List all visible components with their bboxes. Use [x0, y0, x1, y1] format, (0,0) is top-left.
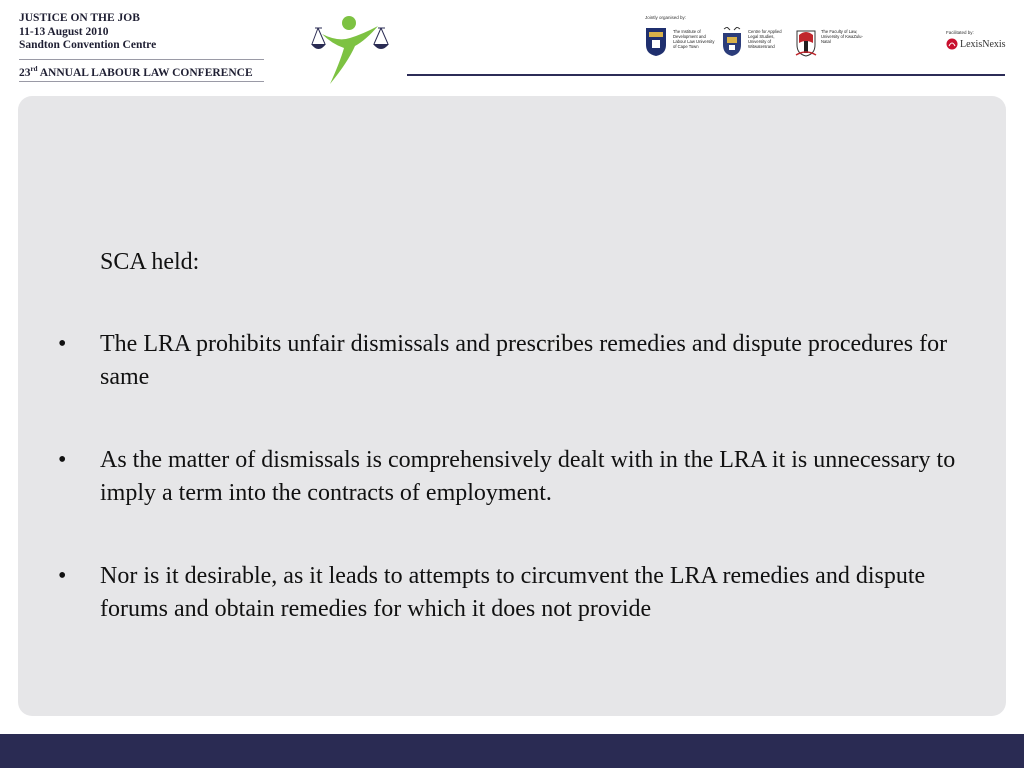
organizer-ukzn: [795, 27, 863, 62]
conference-number: 23: [19, 66, 31, 79]
intro-heading: SCA held:: [100, 249, 200, 275]
footer-bar: [0, 734, 1024, 768]
organizer-uct: [645, 27, 715, 62]
list-item: [56, 444, 956, 510]
bullet-icon: •: [58, 563, 67, 589]
ukzn-crest-icon: [795, 27, 817, 57]
event-title: JUSTICE ON THE JOB: [19, 12, 140, 24]
organizer-ukzn-name: The Faculty of Law, University of KwaZulu-Natal: [821, 29, 863, 44]
conference-suffix: rd: [30, 64, 38, 73]
event-info: [19, 12, 264, 82]
conference-rest: ANNUAL LABOUR LAW CONFERENCE: [37, 66, 253, 79]
conference-divider: [19, 81, 264, 82]
event-venue: Sandton Convention Centre: [19, 39, 157, 51]
facilitator-caption: Facilitated by:: [946, 30, 974, 35]
bullet-text: Nor is it desirable, as it leads to attempts to circumvent the LRA remedies and dispute forums and obtain remedies for which it does not provide: [100, 563, 926, 622]
lexisnexis-knot-icon: [946, 38, 958, 50]
bullet-text: The LRA prohibits unfair dismissals and prescribes remedies and dispute procedures for same: [100, 331, 948, 390]
content-panel: [18, 96, 1006, 716]
organizer-uct-name: The Institute of Development and Labour Law University of Cape Town: [673, 29, 715, 49]
organizer-wits-name: Centre for Applied Legal Studies, University of Witwatersrand: [748, 29, 782, 49]
bullet-icon: •: [58, 447, 67, 473]
event-dates: 11-13 August 2010: [19, 25, 109, 38]
header-rule: [407, 74, 1005, 76]
facilitator-name: LexisNexis: [960, 38, 1006, 50]
conference-name: [19, 59, 264, 80]
list-item: [56, 328, 956, 394]
wits-crest-icon: [721, 27, 743, 57]
facilitator: [946, 30, 1008, 50]
bullet-icon: •: [58, 331, 67, 357]
organizers-caption: Jointly organised by:: [645, 15, 687, 20]
justice-scales-logo-icon: [308, 12, 392, 93]
organizers: [645, 15, 875, 65]
bullet-text: As the matter of dismissals is comprehensively dealt with in the LRA it is unnecessary to imply a term into the contracts of employment.: [100, 447, 956, 506]
bullet-list: [56, 328, 956, 626]
uct-crest-icon: [645, 27, 667, 57]
list-item: [56, 560, 956, 626]
lexisnexis-logo: [946, 38, 1008, 50]
organizer-wits: [721, 27, 782, 62]
